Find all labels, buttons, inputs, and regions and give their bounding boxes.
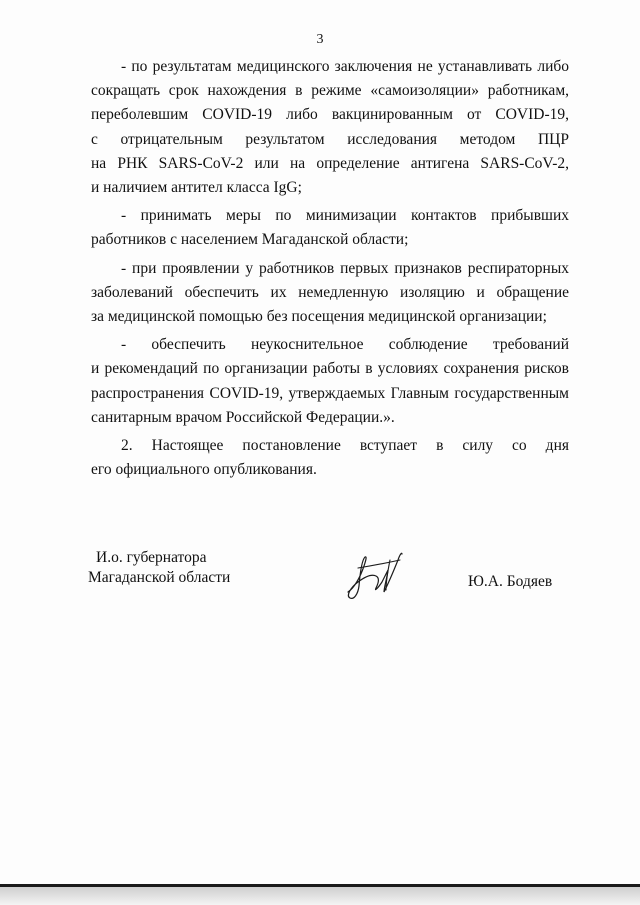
text-line: с отрицательным результатом исследования методом ПЦР	[91, 130, 569, 148]
signer-name: Ю.А. Бодяев	[468, 573, 553, 590]
text-line: работников с населением Магаданской области;	[91, 231, 409, 249]
scan-edge-shadow	[0, 887, 640, 905]
text-line: на РНК SARS-CoV-2 или на определение антигена SARS-CoV-2,	[91, 154, 569, 172]
text-line: и наличием антител класса IgG;	[91, 179, 302, 197]
paragraph-self-isolation	[91, 55, 569, 200]
position-line: И.о. губернатора	[96, 549, 207, 566]
paragraph-respiratory-symptoms	[91, 257, 569, 330]
text-line: - обеспечить неукоснительное соблюдение требований	[121, 336, 569, 354]
text-line: заболеваний обеспечить их немедленную изоляцию и обращение	[91, 283, 569, 301]
text-line: переболевшим COVID-19 либо вакцинированным от COVID-19,	[91, 106, 569, 124]
position-line: Магаданской области	[88, 569, 231, 586]
text-line: распространения COVID-19, утверждаемых Главным государственным	[91, 384, 569, 402]
page-number: 3	[316, 32, 324, 47]
paragraph-minimize-contacts	[91, 204, 569, 252]
document-body	[91, 55, 569, 482]
text-line: - по результатам медицинского заключения не устанавливать либо	[121, 58, 569, 75]
text-line: - принимать меры по минимизации контактов прибывших	[121, 207, 569, 225]
handwritten-signature	[340, 548, 410, 604]
text-line: его официального опубликования.	[91, 461, 317, 479]
paragraph-effective-date	[91, 434, 569, 482]
text-line: - при проявлении у работников первых признаков респираторных	[121, 259, 569, 277]
text-line: сокращать срок нахождения в режиме «самоизоляции» работникам,	[91, 82, 569, 100]
text-line: 2. Настоящее постановление вступает в силу со дня	[121, 437, 569, 455]
paragraph-compliance	[91, 333, 569, 430]
signatory-position	[88, 548, 230, 588]
text-line: за медицинской помощью без посещения медицинской организации;	[91, 308, 547, 326]
text-line: санитарным врачом Российской Федерации.».	[91, 408, 395, 426]
text-line: и рекомендаций по организации работы в условиях сохранения рисков	[91, 360, 569, 378]
